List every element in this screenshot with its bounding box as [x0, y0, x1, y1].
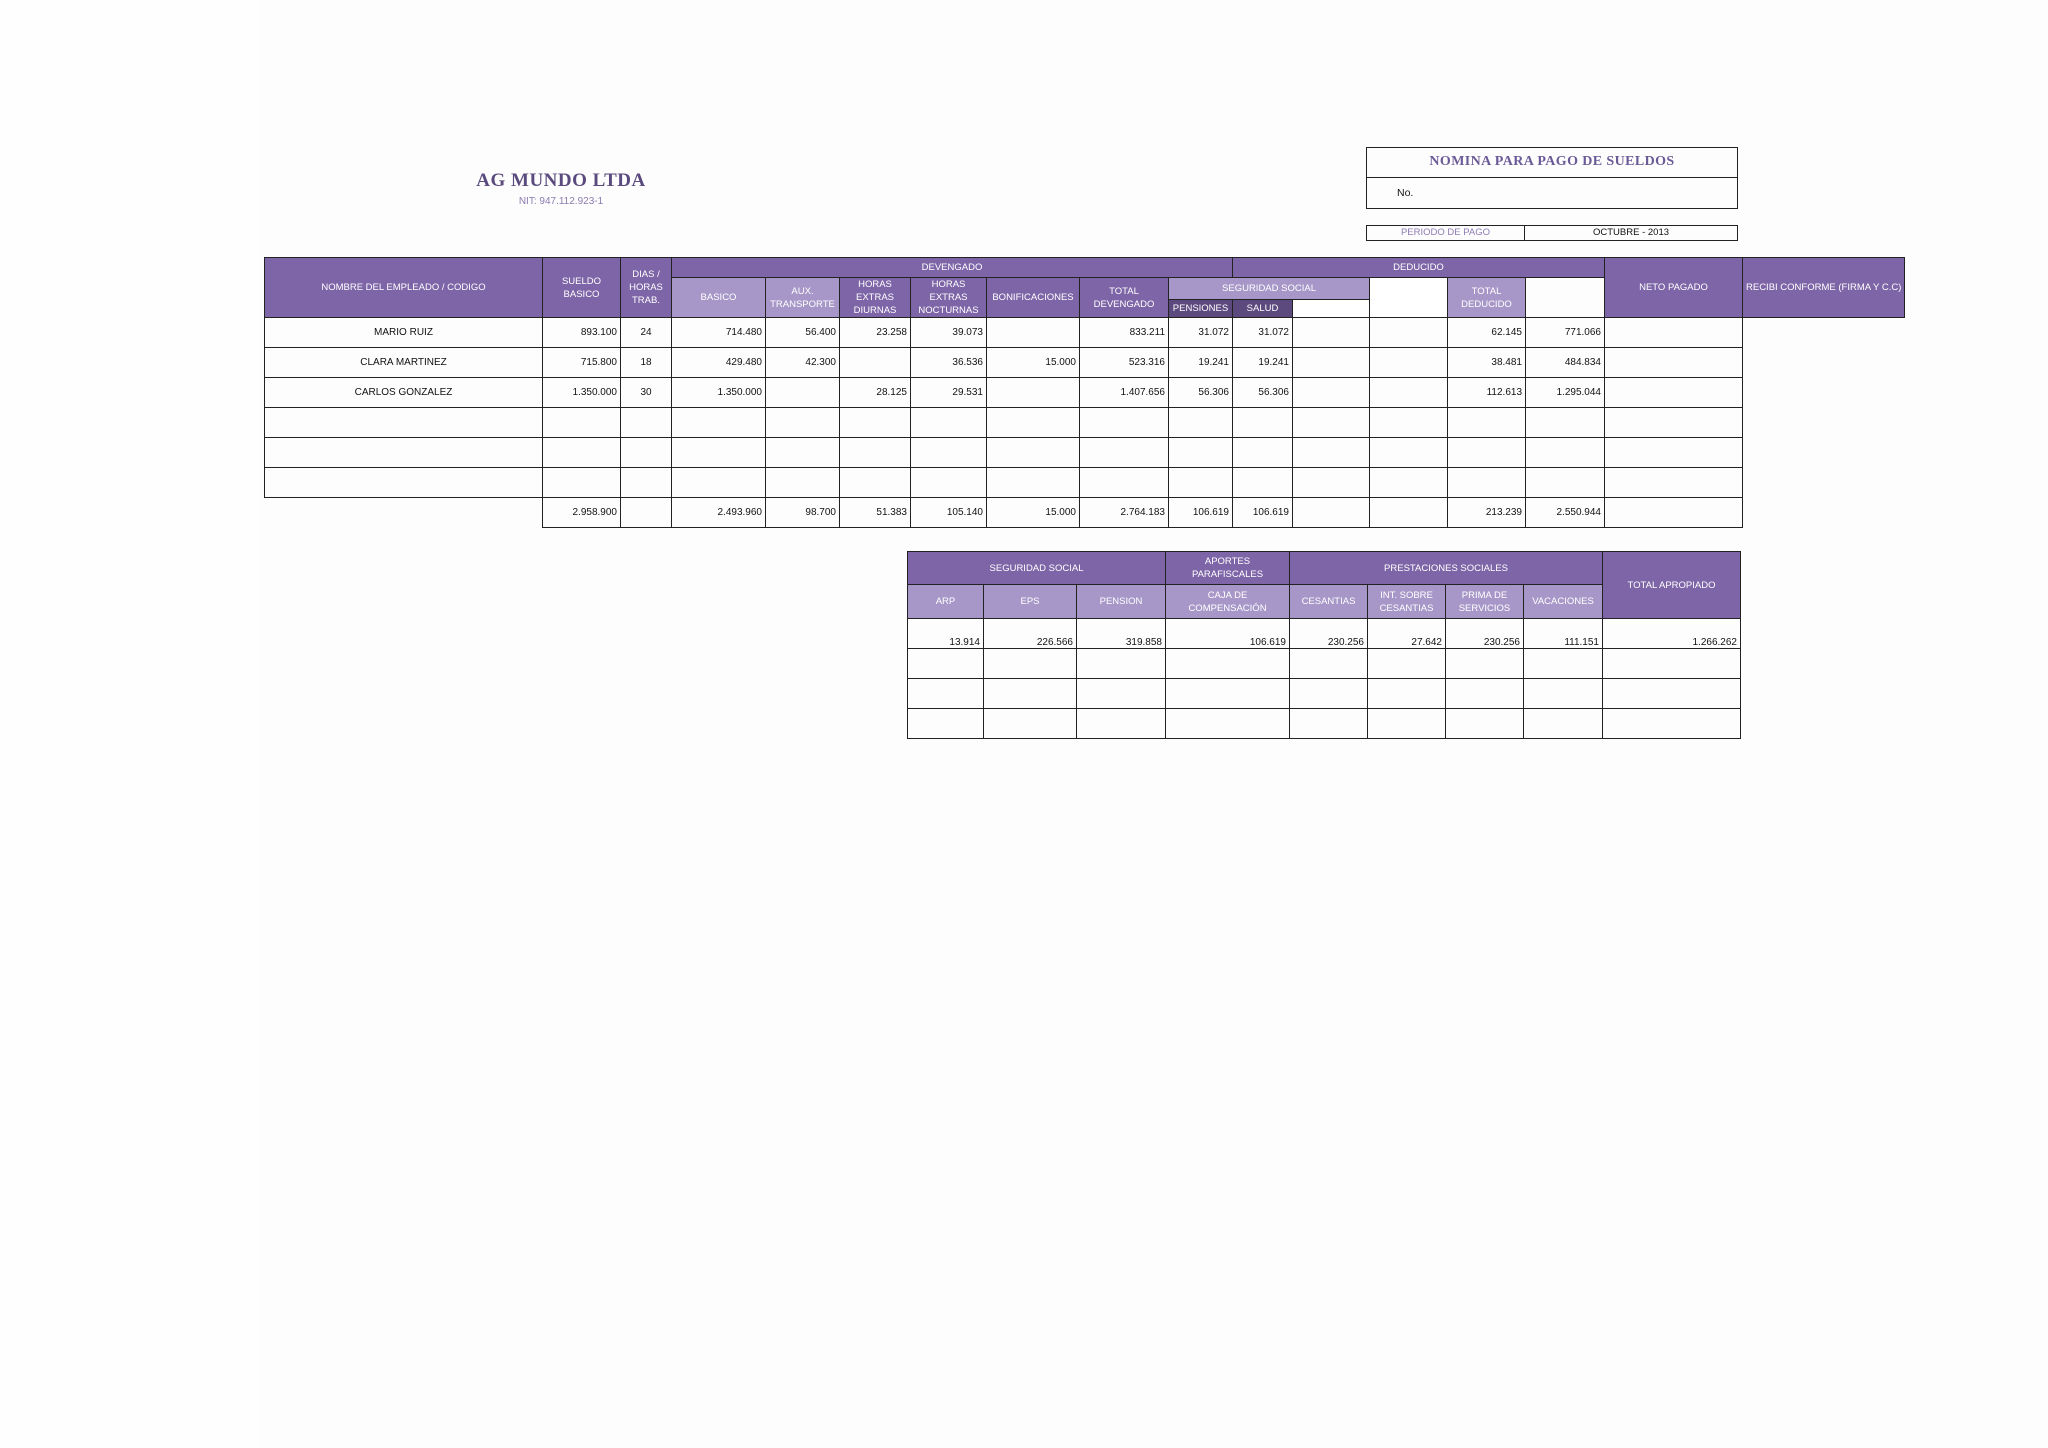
- cell-int-cesantias[interactable]: 27.642: [1368, 619, 1446, 649]
- cell-vacaciones[interactable]: [1524, 679, 1603, 709]
- cell-nombre[interactable]: MARIO RUIZ: [265, 318, 543, 348]
- table-row: [265, 438, 1905, 468]
- cell-basico[interactable]: [672, 468, 766, 498]
- cell-total-devengado[interactable]: [1080, 438, 1169, 468]
- cell-he-nocturnas[interactable]: [911, 468, 987, 498]
- cell-neto[interactable]: 484.834: [1526, 348, 1605, 378]
- cell-deduccion-1[interactable]: [1293, 348, 1370, 378]
- cell-he-nocturnas[interactable]: 39.073: [911, 318, 987, 348]
- total-he-diurnas: 51.383: [840, 498, 911, 528]
- cell-total-devengado[interactable]: 523.316: [1080, 348, 1169, 378]
- col-header-sueldo: SUELDO BASICO: [543, 258, 621, 318]
- cell-basico[interactable]: 714.480: [672, 318, 766, 348]
- cell-sueldo[interactable]: 1.350.000: [543, 378, 621, 408]
- cell-bonificaciones[interactable]: [987, 408, 1080, 438]
- cell-total-deducido[interactable]: 112.613: [1448, 378, 1526, 408]
- total-aux: 98.700: [766, 498, 840, 528]
- total-deduccion-1: [1293, 498, 1370, 528]
- cell-he-diurnas[interactable]: [840, 438, 911, 468]
- cell-arp[interactable]: 13.914: [908, 619, 984, 649]
- cell-he-diurnas[interactable]: 28.125: [840, 378, 911, 408]
- cell-deduccion-2[interactable]: [1370, 438, 1448, 468]
- cell-prima[interactable]: [1446, 679, 1524, 709]
- company-header: [468, 170, 654, 207]
- col-header-dias: DIAS / HORAS TRAB.: [621, 258, 672, 318]
- col-header-blank: [1293, 300, 1370, 318]
- totals-spacer: [265, 498, 543, 528]
- col-header-total-apropiado: TOTAL APROPIADO: [1603, 552, 1741, 619]
- col-header-aux: AUX. TRANSPORTE: [766, 278, 840, 318]
- total-sueldo: 2.958.900: [543, 498, 621, 528]
- group-header-devengado: DEVENGADO: [672, 258, 1233, 278]
- cell-dias[interactable]: 30: [621, 378, 672, 408]
- cell-eps[interactable]: 226.566: [984, 619, 1077, 649]
- cell-pensiones[interactable]: 19.241: [1169, 348, 1233, 378]
- cell-eps[interactable]: [984, 679, 1077, 709]
- cell-pensiones[interactable]: [1169, 408, 1233, 438]
- cell-recibi[interactable]: [1605, 348, 1743, 378]
- table-row: [265, 378, 1905, 408]
- cell-total-deducido[interactable]: [1448, 438, 1526, 468]
- totals-row: [265, 498, 1905, 528]
- cell-dias[interactable]: 18: [621, 348, 672, 378]
- total-neto: 2.550.944: [1526, 498, 1605, 528]
- cell-total-devengado[interactable]: [1080, 408, 1169, 438]
- col-header-pension: PENSION: [1077, 585, 1166, 619]
- cell-total-apropiado[interactable]: [1603, 679, 1741, 709]
- cell-nombre[interactable]: CLARA MARTINEZ: [265, 348, 543, 378]
- cell-caja[interactable]: 106.619: [1166, 619, 1290, 649]
- cell-deduccion-1[interactable]: [1293, 378, 1370, 408]
- cell-neto[interactable]: 1.295.044: [1526, 378, 1605, 408]
- cell-salud[interactable]: [1233, 468, 1293, 498]
- cell-aux[interactable]: [766, 408, 840, 438]
- col-header-prima: PRIMA DE SERVICIOS: [1446, 585, 1524, 619]
- payroll-table: [264, 257, 1905, 528]
- group-header-seguridad-social: SEGURIDAD SOCIAL: [908, 552, 1166, 585]
- subgroup-header-seguridad-social: SEGURIDAD SOCIAL: [1169, 278, 1370, 300]
- cell-total-deducido[interactable]: 38.481: [1448, 348, 1526, 378]
- cell-deduccion-1[interactable]: [1293, 438, 1370, 468]
- cell-sueldo[interactable]: [543, 438, 621, 468]
- cell-salud[interactable]: 19.241: [1233, 348, 1293, 378]
- col-header-he-diurnas: HORAS EXTRAS DIURNAS: [840, 278, 911, 318]
- col-header-eps: EPS: [984, 585, 1077, 619]
- cell-he-nocturnas[interactable]: [911, 408, 987, 438]
- col-header-total-devengado: TOTAL DEVENGADO: [1080, 278, 1169, 318]
- col-header-total-deducido: TOTAL DEDUCIDO: [1448, 278, 1526, 318]
- cell-basico[interactable]: [672, 408, 766, 438]
- cell-he-diurnas[interactable]: [840, 468, 911, 498]
- total-dias: [621, 498, 672, 528]
- cell-vacaciones[interactable]: [1524, 709, 1603, 739]
- cell-salud[interactable]: 31.072: [1233, 318, 1293, 348]
- cell-aux[interactable]: [766, 468, 840, 498]
- title-box: [1366, 147, 1738, 209]
- provisions-table: [907, 551, 1741, 739]
- total-devengado: 2.764.183: [1080, 498, 1169, 528]
- cell-arp[interactable]: [908, 679, 984, 709]
- table-row: [265, 348, 1905, 378]
- col-header-basico: BASICO: [672, 278, 766, 318]
- cell-int-cesantias[interactable]: [1368, 709, 1446, 739]
- col-header-salud: SALUD: [1233, 300, 1293, 318]
- cell-total-deducido[interactable]: 62.145: [1448, 318, 1526, 348]
- cell-prima[interactable]: [1446, 709, 1524, 739]
- cell-vacaciones[interactable]: 111.151: [1524, 619, 1603, 649]
- table-row: [908, 679, 1741, 709]
- cell-total-apropiado[interactable]: 1.266.262: [1603, 619, 1741, 649]
- cell-bonificaciones[interactable]: [987, 438, 1080, 468]
- document-title: NOMINA PARA PAGO DE SUELDOS: [1367, 148, 1737, 178]
- table-row: [265, 468, 1905, 498]
- cell-nombre[interactable]: [265, 408, 543, 438]
- col-header-nombre: NOMBRE DEL EMPLEADO / CODIGO: [265, 258, 543, 318]
- table-row: [908, 649, 1741, 679]
- cell-total-devengado[interactable]: [1080, 468, 1169, 498]
- cell-nombre[interactable]: [265, 438, 543, 468]
- cell-caja[interactable]: [1166, 679, 1290, 709]
- cell-pensiones[interactable]: [1169, 438, 1233, 468]
- cell-nombre[interactable]: CARLOS GONZALEZ: [265, 378, 543, 408]
- cell-nombre[interactable]: [265, 468, 543, 498]
- table-row: [265, 318, 1905, 348]
- cell-cesantias[interactable]: [1290, 649, 1368, 679]
- cell-he-nocturnas[interactable]: 29.531: [911, 378, 987, 408]
- cell-aux[interactable]: [766, 378, 840, 408]
- cell-sueldo[interactable]: [543, 468, 621, 498]
- col-header-cesantias: CESANTIAS: [1290, 585, 1368, 619]
- cell-aux[interactable]: 56.400: [766, 318, 840, 348]
- cell-aux[interactable]: 42.300: [766, 348, 840, 378]
- cell-salud[interactable]: 56.306: [1233, 378, 1293, 408]
- cell-recibi[interactable]: [1605, 318, 1743, 348]
- cell-salud[interactable]: [1233, 438, 1293, 468]
- cell-deduccion-2[interactable]: [1370, 378, 1448, 408]
- cell-neto[interactable]: [1526, 408, 1605, 438]
- table-row: [265, 408, 1905, 438]
- cell-deduccion-1[interactable]: [1293, 318, 1370, 348]
- cell-dias[interactable]: [621, 468, 672, 498]
- cell-aux[interactable]: [766, 438, 840, 468]
- cell-prima[interactable]: 230.256: [1446, 619, 1524, 649]
- group-header-prestaciones: PRESTACIONES SOCIALES: [1290, 552, 1603, 585]
- cell-he-diurnas[interactable]: [840, 348, 911, 378]
- total-bonificaciones: 15.000: [987, 498, 1080, 528]
- cell-total-apropiado[interactable]: [1603, 709, 1741, 739]
- cell-neto[interactable]: [1526, 468, 1605, 498]
- cell-total-apropiado[interactable]: [1603, 649, 1741, 679]
- table-row: [908, 709, 1741, 739]
- cell-neto[interactable]: 771.066: [1526, 318, 1605, 348]
- cell-pension[interactable]: 319.858: [1077, 619, 1166, 649]
- cell-total-devengado[interactable]: 833.211: [1080, 318, 1169, 348]
- total-recibi: [1605, 498, 1743, 528]
- cell-total-devengado[interactable]: 1.407.656: [1080, 378, 1169, 408]
- col-header-recibi: RECIBI CONFORME (FIRMA Y C.C): [1743, 258, 1905, 318]
- cell-salud[interactable]: [1233, 408, 1293, 438]
- cell-deduccion-2[interactable]: [1370, 318, 1448, 348]
- col-header-bonificaciones: BONIFICACIONES: [987, 278, 1080, 318]
- cell-total-deducido[interactable]: [1448, 468, 1526, 498]
- cell-pensiones[interactable]: 56.306: [1169, 378, 1233, 408]
- cell-neto[interactable]: [1526, 438, 1605, 468]
- cell-he-diurnas[interactable]: 23.258: [840, 318, 911, 348]
- col-header-caja: CAJA DE COMPENSACIÓN: [1166, 585, 1290, 619]
- cell-recibi[interactable]: [1605, 438, 1743, 468]
- total-deducido: 213.239: [1448, 498, 1526, 528]
- cell-bonificaciones[interactable]: [987, 318, 1080, 348]
- total-pensiones: 106.619: [1169, 498, 1233, 528]
- cell-sueldo[interactable]: 893.100: [543, 318, 621, 348]
- cell-deduccion-2[interactable]: [1370, 408, 1448, 438]
- cell-basico[interactable]: 1.350.000: [672, 378, 766, 408]
- page-margin: [0, 0, 258, 1448]
- cell-he-nocturnas[interactable]: [911, 438, 987, 468]
- document-number-label[interactable]: No.: [1397, 187, 1414, 199]
- table-row: [908, 619, 1741, 649]
- cell-sueldo[interactable]: 715.800: [543, 348, 621, 378]
- cell-recibi[interactable]: [1605, 378, 1743, 408]
- cell-cesantias[interactable]: [1290, 679, 1368, 709]
- cell-bonificaciones[interactable]: [987, 378, 1080, 408]
- pay-period-label: PERIODO DE PAGO: [1367, 226, 1525, 240]
- pay-period: [1366, 225, 1738, 241]
- cell-recibi[interactable]: [1605, 468, 1743, 498]
- cell-pension[interactable]: [1077, 649, 1166, 679]
- cell-basico[interactable]: 429.480: [672, 348, 766, 378]
- cell-basico[interactable]: [672, 438, 766, 468]
- cell-deduccion-1[interactable]: [1293, 468, 1370, 498]
- cell-recibi[interactable]: [1605, 408, 1743, 438]
- cell-pension[interactable]: [1077, 709, 1166, 739]
- cell-dias[interactable]: 24: [621, 318, 672, 348]
- col-header-he-nocturnas: HORAS EXTRAS NOCTURNAS: [911, 278, 987, 318]
- col-header-pensiones: PENSIONES: [1169, 300, 1233, 318]
- col-header-arp: ARP: [908, 585, 984, 619]
- cell-prima[interactable]: [1446, 649, 1524, 679]
- cell-total-deducido[interactable]: [1448, 408, 1526, 438]
- col-header-deduccion-extra: [1370, 278, 1448, 318]
- cell-int-cesantias[interactable]: [1368, 649, 1446, 679]
- cell-dias[interactable]: [621, 408, 672, 438]
- cell-eps[interactable]: [984, 649, 1077, 679]
- pay-period-value[interactable]: OCTUBRE - 2013: [1592, 227, 1670, 238]
- cell-pensiones[interactable]: 31.072: [1169, 318, 1233, 348]
- cell-he-diurnas[interactable]: [840, 408, 911, 438]
- cell-cesantias[interactable]: [1290, 709, 1368, 739]
- group-header-deducido: DEDUCIDO: [1233, 258, 1605, 278]
- cell-sueldo[interactable]: [543, 408, 621, 438]
- cell-caja[interactable]: [1166, 649, 1290, 679]
- cell-bonificaciones[interactable]: [987, 468, 1080, 498]
- cell-int-cesantias[interactable]: [1368, 679, 1446, 709]
- cell-bonificaciones[interactable]: 15.000: [987, 348, 1080, 378]
- total-he-nocturnas: 105.140: [911, 498, 987, 528]
- cell-pensiones[interactable]: [1169, 468, 1233, 498]
- cell-deduccion-1[interactable]: [1293, 408, 1370, 438]
- total-deduccion-2: [1370, 498, 1448, 528]
- cell-vacaciones[interactable]: [1524, 649, 1603, 679]
- cell-arp[interactable]: [908, 649, 984, 679]
- cell-cesantias[interactable]: 230.256: [1290, 619, 1368, 649]
- cell-deduccion-2[interactable]: [1370, 468, 1448, 498]
- cell-arp[interactable]: [908, 709, 984, 739]
- col-header-neto: NETO PAGADO: [1605, 258, 1743, 318]
- col-header-vacaciones: VACACIONES: [1524, 585, 1603, 619]
- total-salud: 106.619: [1233, 498, 1293, 528]
- cell-dias[interactable]: [621, 438, 672, 468]
- total-basico: 2.493.960: [672, 498, 766, 528]
- cell-eps[interactable]: [984, 709, 1077, 739]
- cell-pension[interactable]: [1077, 679, 1166, 709]
- col-header-int-cesantias: INT. SOBRE CESANTIAS: [1368, 585, 1446, 619]
- cell-caja[interactable]: [1166, 709, 1290, 739]
- company-name: AG MUNDO LTDA: [476, 170, 646, 191]
- group-header-aportes: APORTES PARAFISCALES: [1166, 552, 1290, 585]
- cell-deduccion-2[interactable]: [1370, 348, 1448, 378]
- company-nit: NIT: 947.112.923-1: [518, 196, 604, 207]
- cell-he-nocturnas[interactable]: 36.536: [911, 348, 987, 378]
